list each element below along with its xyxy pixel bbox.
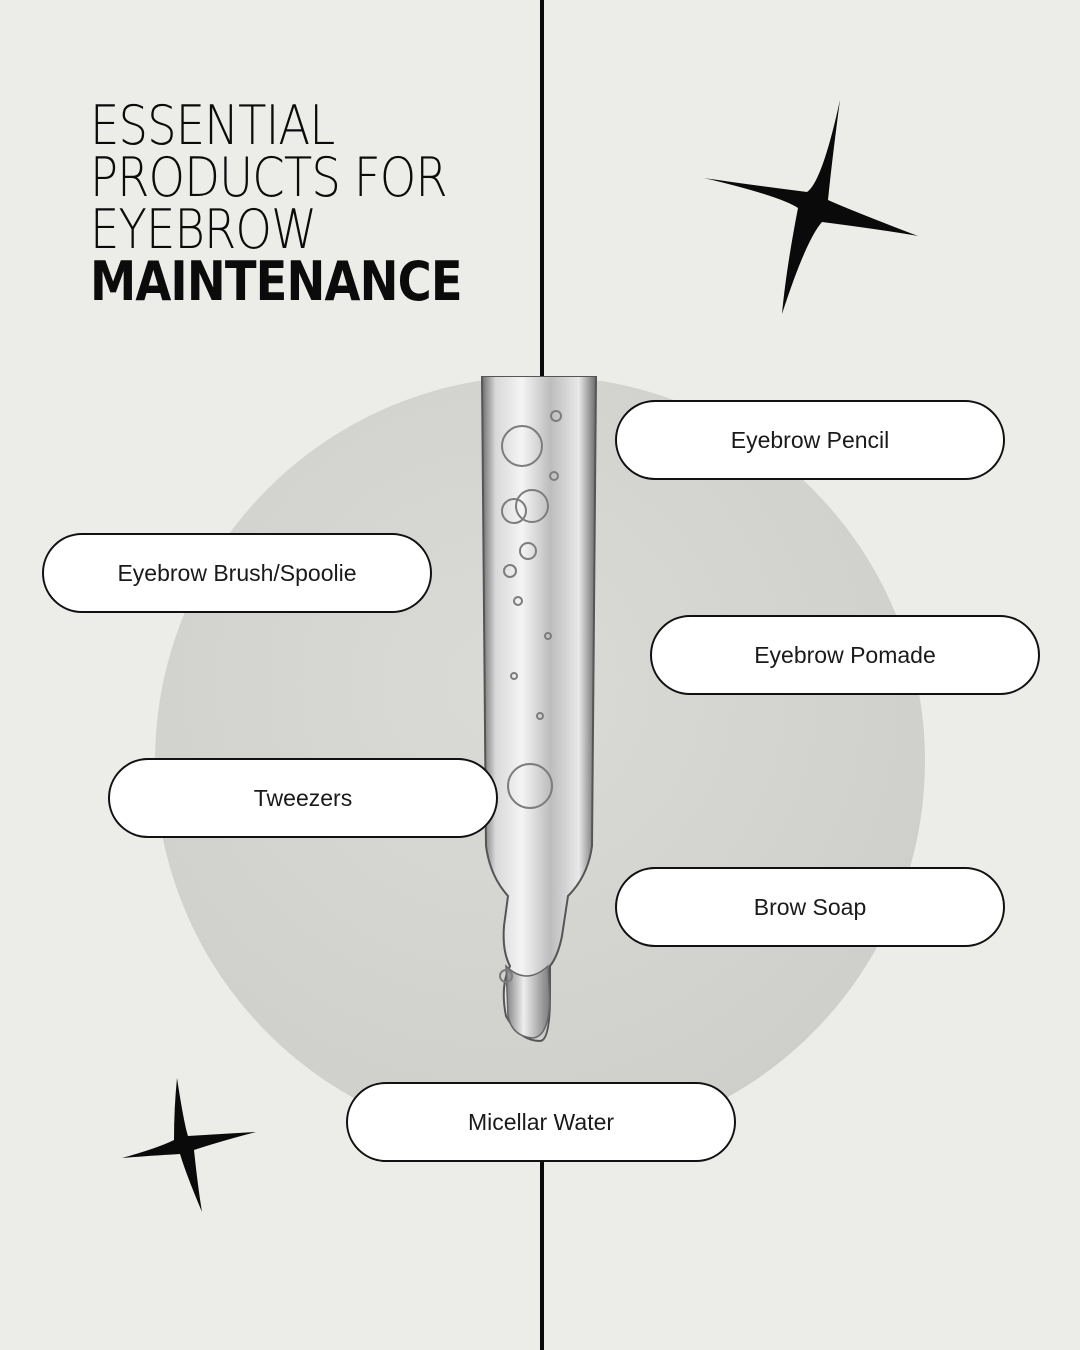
product-label: Tweezers: [253, 784, 353, 811]
product-label: Eyebrow Brush/Spoolie: [117, 559, 357, 586]
product-label: Eyebrow Pomade: [754, 641, 936, 668]
title-line-1: ESSENTIAL: [90, 94, 335, 157]
product-pill-eyebrow-pencil[interactable]: [615, 400, 1005, 480]
page-title: [90, 94, 510, 313]
product-label: Micellar Water: [467, 1108, 615, 1135]
product-pill-micellar-water[interactable]: [346, 1082, 736, 1162]
title-line-2: PRODUCTS FOR: [90, 146, 447, 209]
title-line-4: MAINTENANCE: [90, 250, 462, 313]
product-label: Eyebrow Pencil: [730, 426, 890, 453]
dropper-image: [470, 376, 610, 1046]
product-pill-eyebrow-brush[interactable]: [42, 533, 432, 613]
title-line-3: EYEBROW: [90, 198, 317, 261]
product-pill-brow-soap[interactable]: [615, 867, 1005, 947]
product-pill-eyebrow-pomade[interactable]: [650, 615, 1040, 695]
four-point-star-icon: [704, 100, 918, 314]
four-point-star-icon: [122, 1078, 256, 1212]
product-pill-tweezers[interactable]: [108, 758, 498, 838]
product-label: Brow Soap: [753, 893, 867, 920]
